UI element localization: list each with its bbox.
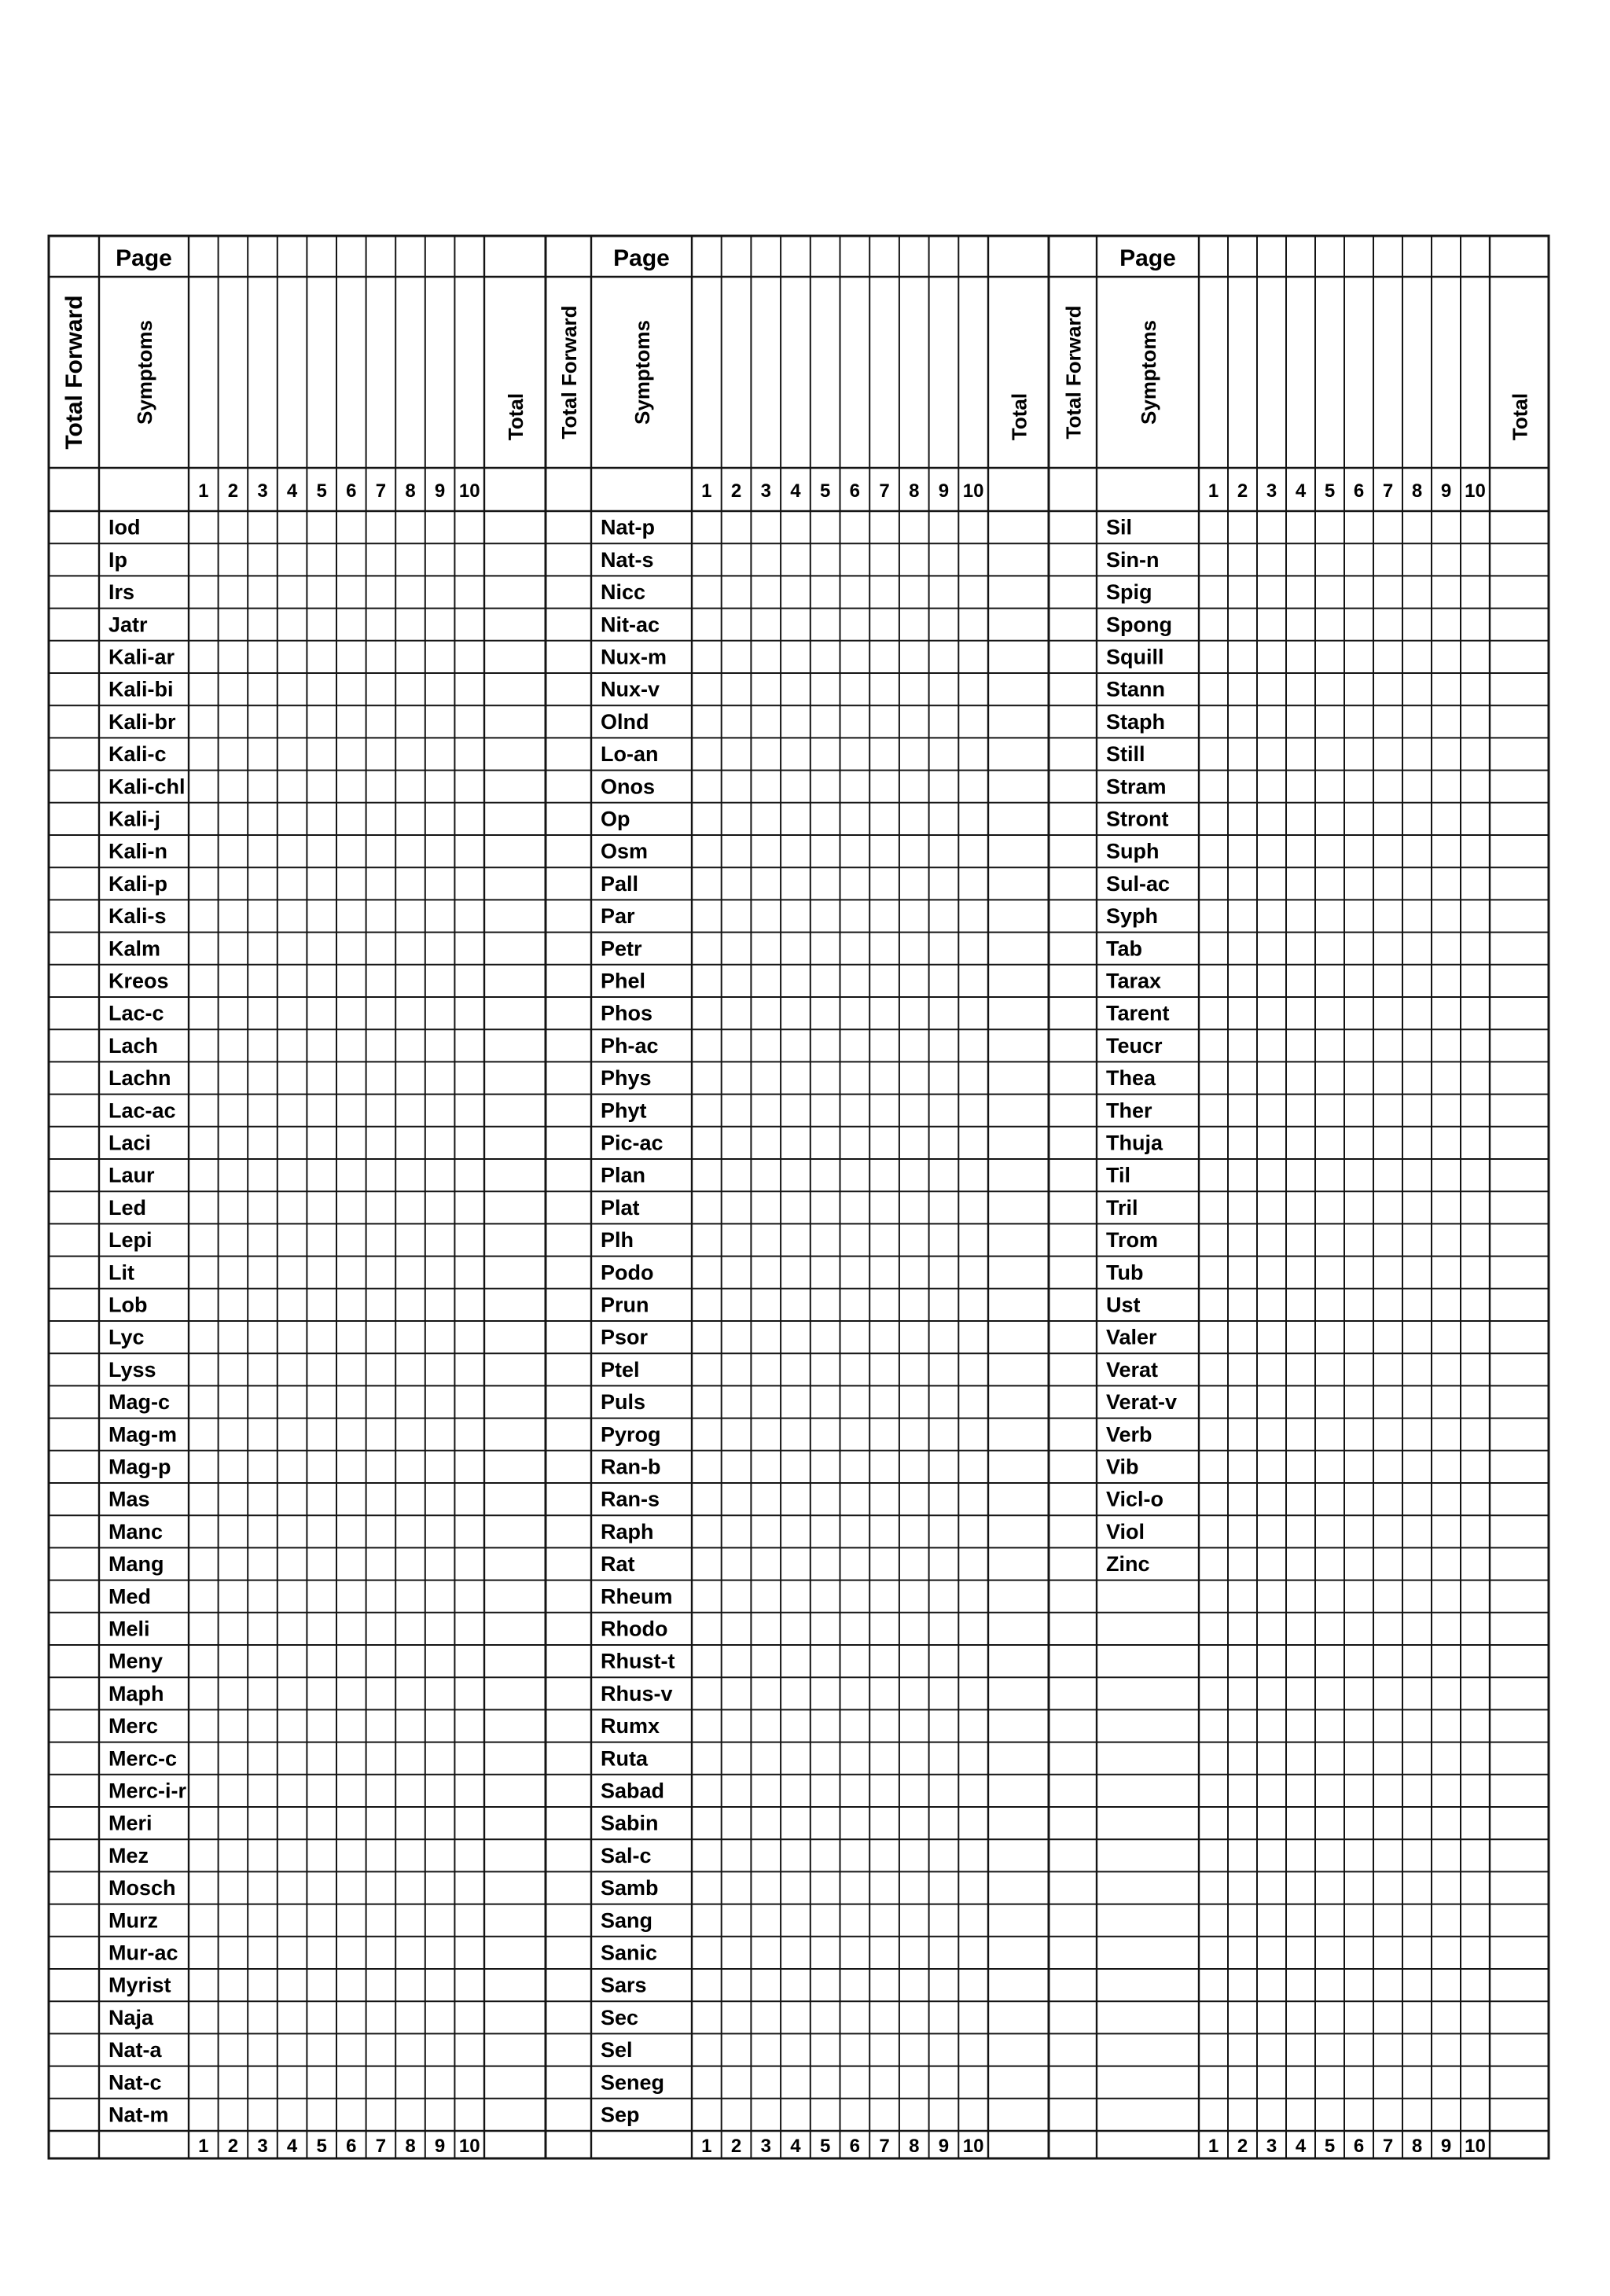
column-number: 2 (227, 480, 239, 502)
remedy-name: Spong (1106, 613, 1172, 637)
remedy-name: Manc (108, 1519, 164, 1544)
column-number: 5 (316, 480, 327, 502)
remedy-name: Rhus-v (601, 1681, 673, 1705)
column-number: 9 (938, 2136, 950, 2157)
remedy-name: Sang (601, 1908, 653, 1933)
column-number: 6 (346, 480, 357, 502)
remedy-name: Rat (601, 1552, 635, 1577)
column-number: 4 (790, 2136, 801, 2157)
remedy-name: Tarent (1106, 1001, 1170, 1025)
column-number: 5 (819, 2136, 831, 2157)
column-number: 1 (198, 480, 209, 502)
remedy-name: Sabad (601, 1779, 665, 1803)
column-number: 9 (938, 480, 950, 502)
symptoms-label: Symptoms (133, 320, 156, 425)
remedy-name: Suph (1106, 839, 1160, 863)
column-number: 3 (760, 2136, 771, 2157)
remedy-name: Nat-s (601, 547, 654, 572)
remedy-name: Sec (601, 2005, 639, 2029)
sheet-border (49, 236, 1549, 2158)
remedy-name: Meli (108, 1617, 150, 1641)
remedy-name: Murz (108, 1908, 158, 1933)
remedy-name: Sul-ac (1106, 871, 1171, 896)
page-label: Page (613, 245, 670, 271)
column-number: 1 (198, 2136, 209, 2157)
remedy-name: Tril (1106, 1195, 1138, 1220)
page-label: Page (1119, 245, 1176, 271)
remedy-name: Sil (1106, 515, 1133, 539)
remedy-name: Mez (108, 1843, 149, 1867)
page-label: Page (116, 245, 172, 271)
remedy-name: Ph-ac (601, 1033, 659, 1058)
remedy-name: Viol (1106, 1519, 1145, 1544)
remedy-name: Samb (601, 1876, 659, 1900)
remedy-name: Valer (1106, 1325, 1157, 1349)
column-number: 3 (1266, 2136, 1277, 2157)
symptoms-label: Symptoms (1137, 320, 1160, 425)
remedy-name: Sabin (601, 1811, 659, 1835)
remedy-name: Zinc (1106, 1552, 1150, 1577)
remedy-name: Vicl-o (1106, 1487, 1164, 1511)
column-number: 3 (760, 480, 771, 502)
remedy-name: Psor (601, 1325, 649, 1349)
column-number: 5 (1324, 480, 1336, 502)
column-number: 5 (819, 480, 831, 502)
column-number: 7 (879, 480, 890, 502)
remedy-name: Thea (1106, 1066, 1156, 1091)
remedy-name: Osm (601, 839, 649, 863)
column-number: 2 (1237, 2136, 1248, 2157)
column-number: 6 (849, 480, 861, 502)
column-number: 6 (346, 2136, 357, 2157)
remedy-name: Raph (601, 1519, 654, 1544)
column-number: 8 (1411, 2136, 1423, 2157)
remedy-name: Tarax (1106, 969, 1162, 993)
remedy-name: Onos (601, 775, 656, 799)
column-number: 7 (1382, 480, 1394, 502)
column-number: 8 (1411, 480, 1423, 502)
remedy-name: Phos (601, 1001, 653, 1025)
remedy-name: Irs (108, 580, 135, 605)
remedy-name: Lachn (108, 1066, 171, 1091)
remedy-name: Mosch (108, 1876, 176, 1900)
column-number: 4 (1295, 2136, 1307, 2157)
remedy-name: Rheum (601, 1584, 673, 1609)
remedy-name: Mur-ac (108, 1941, 178, 1965)
remedy-name: Kali-br (108, 709, 176, 734)
column-number: 7 (1382, 2136, 1394, 2157)
column-number: 6 (1353, 480, 1365, 502)
remedy-name: Olnd (601, 709, 649, 734)
column-number: 5 (1324, 2136, 1336, 2157)
remedy-name: Myrist (108, 1973, 171, 1997)
column-number: 8 (909, 2136, 920, 2157)
column-number: 6 (1353, 2136, 1365, 2157)
remedy-name: Lyss (108, 1357, 156, 1382)
remedy-name: Tab (1106, 936, 1142, 961)
remedy-name: Thuja (1106, 1131, 1163, 1155)
remedy-name: Merc (108, 1714, 159, 1739)
remedy-name: Op (601, 807, 630, 831)
remedy-name: Nat-c (108, 2070, 162, 2095)
remedy-name: Petr (601, 936, 642, 961)
remedy-name: Par (601, 904, 635, 929)
remedy-name: Ptel (601, 1357, 640, 1382)
remedy-name: Phel (601, 969, 646, 993)
remedy-name: Nit-ac (601, 613, 660, 637)
column-number: 10 (1465, 2136, 1486, 2157)
column-number: 1 (701, 480, 712, 502)
remedy-name: Jatr (108, 613, 148, 637)
remedy-name: Ther (1106, 1098, 1152, 1123)
column-number: 2 (730, 2136, 742, 2157)
remedy-name: Spig (1106, 580, 1152, 605)
remedy-name: Nicc (601, 580, 646, 605)
column-number: 5 (316, 2136, 327, 2157)
remedy-name: Kreos (108, 969, 169, 993)
remedy-name: Vib (1106, 1455, 1139, 1479)
remedy-name: Pyrog (601, 1422, 661, 1447)
total-forward-label: Total Forward (557, 305, 581, 440)
remedy-name: Nat-p (601, 515, 655, 539)
remedy-name: Med (108, 1584, 151, 1609)
remedy-name: Kali-chl (108, 775, 186, 799)
remedy-name: Kali-s (108, 904, 167, 929)
remedy-name: Laci (108, 1131, 152, 1155)
remedy-name: Lob (108, 1293, 148, 1317)
remedy-name: Trom (1106, 1228, 1159, 1253)
column-number: 10 (962, 480, 984, 502)
column-number: 10 (458, 480, 480, 502)
remedy-name: Pic-ac (601, 1131, 663, 1155)
column-number: 4 (286, 2136, 298, 2157)
remedy-name: Kalm (108, 936, 161, 961)
remedy-name: Ran-b (601, 1455, 661, 1479)
column-number: 9 (1440, 480, 1452, 502)
remedy-name: Podo (601, 1260, 654, 1285)
column-number: 8 (405, 2136, 416, 2157)
remedy-name: Kali-bi (108, 677, 174, 701)
remedy-name: Verat-v (1106, 1390, 1178, 1415)
remedy-name: Lit (108, 1260, 134, 1285)
remedy-name: Puls (601, 1390, 646, 1415)
total-forward-label: Total Forward (61, 295, 87, 450)
total-forward-label: Total Forward (1061, 305, 1086, 440)
remedy-name: Phyt (601, 1098, 647, 1123)
remedy-name: Syph (1106, 904, 1159, 929)
column-number: 9 (1440, 2136, 1452, 2157)
remedy-name: Plh (601, 1228, 634, 1253)
remedy-name: Nat-m (108, 2103, 169, 2127)
remedy-name: Kali-n (108, 839, 168, 863)
remedy-name: Sep (601, 2103, 640, 2127)
column-number: 4 (1295, 480, 1307, 502)
remedy-name: Phys (601, 1066, 652, 1091)
remedy-name: Stann (1106, 677, 1166, 701)
remedy-name: Nat-a (108, 2038, 162, 2062)
remedy-name: Ip (108, 547, 127, 572)
column-number: 3 (257, 2136, 268, 2157)
column-number: 2 (227, 2136, 239, 2157)
column-number: 9 (434, 480, 446, 502)
remedy-name: Rhodo (601, 1617, 668, 1641)
remedy-name: Squill (1106, 645, 1164, 669)
column-number: 4 (790, 480, 801, 502)
column-number: 3 (257, 480, 268, 502)
remedy-name: Verat (1106, 1357, 1159, 1382)
remedy-name: Mag-p (108, 1455, 171, 1479)
remedy-name: Lo-an (601, 742, 659, 767)
column-number: 10 (458, 2136, 480, 2157)
column-number: 4 (286, 480, 298, 502)
column-number: 6 (849, 2136, 861, 2157)
remedy-name: Tub (1106, 1260, 1144, 1285)
column-number: 10 (1465, 480, 1486, 502)
remedy-name: Teucr (1106, 1033, 1163, 1058)
remedy-name: Verb (1106, 1422, 1152, 1447)
column-number: 1 (1208, 2136, 1219, 2157)
remedy-name: Stront (1106, 807, 1169, 831)
column-number: 3 (1266, 480, 1277, 502)
remedy-name: Laur (108, 1163, 155, 1187)
remedy-name: Mag-m (108, 1422, 177, 1447)
remedy-name: Ust (1106, 1293, 1141, 1317)
column-number: 10 (962, 2136, 984, 2157)
remedy-name: Plat (601, 1195, 640, 1220)
column-number: 7 (375, 2136, 387, 2157)
remedy-name: Rhust-t (601, 1649, 675, 1673)
remedy-name: Sanic (601, 1941, 658, 1965)
remedy-name: Mas (108, 1487, 150, 1511)
remedy-name: Lac-c (108, 1001, 164, 1025)
column-number: 2 (1237, 480, 1248, 502)
remedy-name: Sars (601, 1973, 647, 1997)
remedy-name: Led (108, 1195, 147, 1220)
remedy-name: Meny (108, 1649, 164, 1673)
remedy-name: Iod (108, 515, 141, 539)
column-number: 7 (375, 480, 387, 502)
total-label: Total (504, 392, 527, 441)
remedy-name: Kali-j (108, 807, 161, 831)
remedy-name: Still (1106, 742, 1145, 767)
column-number: 1 (1208, 480, 1219, 502)
remedy-name: Sal-c (601, 1843, 652, 1867)
remedy-name: Staph (1106, 709, 1166, 734)
column-number: 8 (909, 480, 920, 502)
remedy-name: Merc-c (108, 1746, 178, 1771)
remedy-name: Kali-p (108, 871, 168, 896)
remedy-name: Lepi (108, 1228, 153, 1253)
remedy-name: Ruta (601, 1746, 648, 1771)
column-number: 7 (879, 2136, 890, 2157)
column-number: 8 (405, 480, 416, 502)
column-number: 1 (701, 2136, 712, 2157)
remedy-name: Ran-s (601, 1487, 660, 1511)
remedy-name: Lyc (108, 1325, 145, 1349)
remedy-name: Mang (108, 1552, 164, 1577)
remedy-name: Naja (108, 2005, 154, 2029)
column-number: 2 (730, 480, 742, 502)
remedy-name: Nux-m (601, 645, 667, 669)
remedy-name: Lach (108, 1033, 159, 1058)
remedy-name: Til (1106, 1163, 1131, 1187)
total-label: Total (1007, 392, 1031, 441)
remedy-name: Sin-n (1106, 547, 1160, 572)
remedy-name: Mag-c (108, 1390, 171, 1415)
remedy-name: Seneg (601, 2070, 665, 2095)
remedy-name: Sel (601, 2038, 633, 2062)
symptoms-label: Symptoms (630, 320, 654, 425)
remedy-name: Kali-c (108, 742, 167, 767)
remedy-name: Rumx (601, 1714, 660, 1739)
remedy-name: Maph (108, 1681, 164, 1705)
remedy-name: Kali-ar (108, 645, 175, 669)
total-label: Total (1508, 392, 1532, 441)
remedy-name: Prun (601, 1293, 649, 1317)
remedy-name: Nux-v (601, 677, 660, 701)
column-number: 9 (434, 2136, 446, 2157)
remedy-name: Plan (601, 1163, 646, 1187)
remedy-name: Stram (1106, 775, 1167, 799)
remedy-name: Meri (108, 1811, 153, 1835)
remedy-name: Merc-i-r (108, 1779, 187, 1803)
remedy-name: Pall (601, 871, 639, 896)
remedy-name: Lac-ac (108, 1098, 176, 1123)
